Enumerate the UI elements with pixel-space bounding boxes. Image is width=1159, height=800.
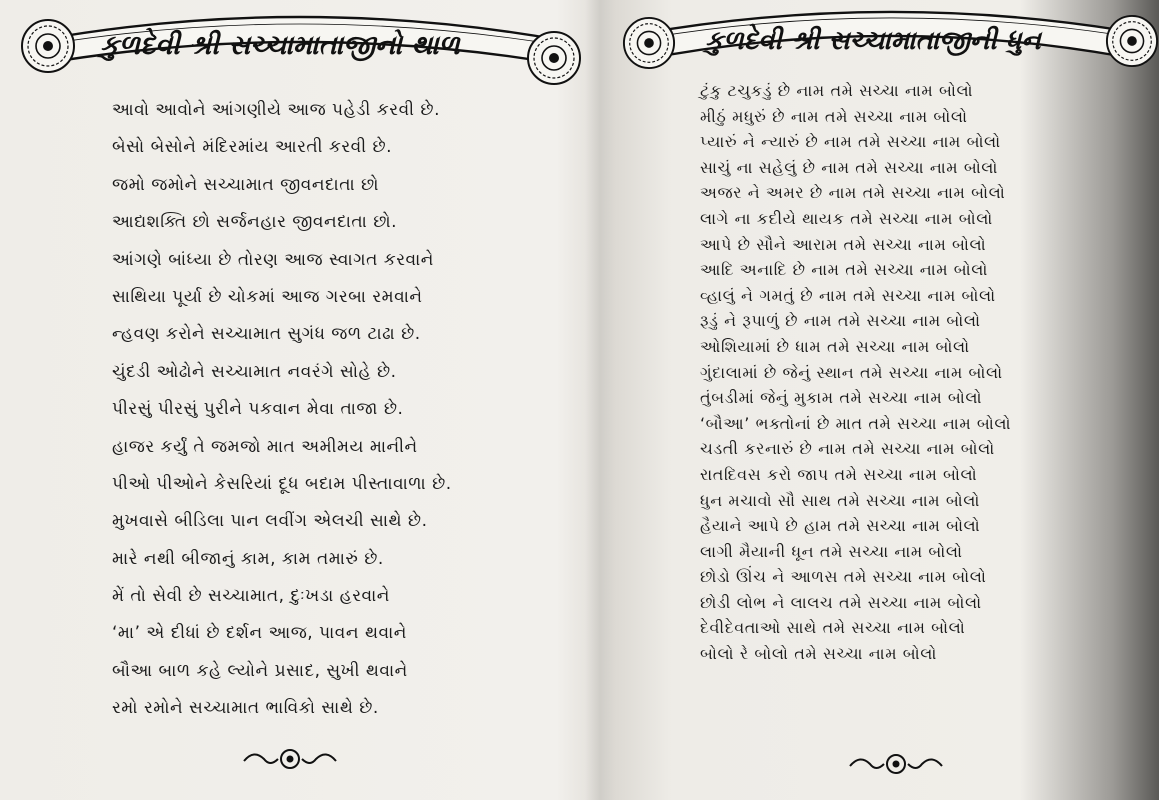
verse-line: રમો રમોને સચ્ચામાત ભાવિકો સાથે છે.	[112, 698, 379, 719]
verse-line: ‘મા’ એ દીધાં છે દર્શન આજ, પાવન થવાને	[112, 623, 407, 644]
verse-line: છોડો ઊંચ ને આળસ તમે સચ્ચા નામ બોલો	[700, 567, 987, 587]
verse-line: ન્હવણ કરોને સચ્ચામાત સુગંધ જળ ટાઢા છે.	[112, 324, 421, 345]
right-page	[600, 0, 1159, 800]
right-verse-list	[700, 78, 1100, 667]
verse-line: પ્યારું ને ન્યારું છે નામ તમે સચ્ચા નામ બોલો	[700, 132, 1001, 152]
verse-line: દેવીદેવતાઓ સાથે તમે સચ્ચા નામ બોલો	[700, 618, 966, 638]
verse-line: તુંબડીમાં જેનું મુકામ તમે સચ્ચા નામ બોલો	[700, 388, 983, 408]
flower-rosette-icon	[526, 30, 582, 86]
left-page-title: કુળદેવી શ્રી સચ્ચામાતાજીનો થાળ	[100, 30, 460, 61]
verse-line: ગુંદાલામાં છે જેનું સ્થાન તમે સચ્ચા નામ બોલો	[700, 362, 1003, 382]
right-page-title: કુળદેવી શ્રી સચ્ચામાતાજીની ધુન	[705, 26, 1041, 56]
verse-line: મારે નથી બીજાનું કામ, કામ તમારું છે.	[112, 548, 384, 569]
verse-line: આપે છે સૌને આરામ તમે સચ્ચા નામ બોલો	[700, 234, 987, 254]
flower-rosette-icon	[20, 18, 76, 74]
verse-line: ટુંકુ ટચુકડું છે નામ તમે સચ્ચા નામ બોલો	[700, 81, 974, 100]
verse-line: બેસો બેસોને મંદિરમાંય આરતી કરવી છે.	[112, 137, 393, 158]
verse-line: ચડતી કરનારું છે નામ તમે સચ્ચા નામ બોલો	[700, 439, 995, 459]
verse-line: અજર ને અમર છે નામ તમે સચ્ચા નામ બોલો	[700, 183, 1006, 203]
verse-line: આદિ અનાદિ છે નામ તમે સચ્ચા નામ બોલો	[700, 260, 988, 280]
verse-line: જમો જમોને સચ્ચામાત જીવનદાતા છો	[112, 174, 379, 195]
verse-line: ધુન મચાવો સૌ સાથ તમે સચ્ચા નામ બોલો	[700, 490, 980, 510]
scroll-flourish-icon	[846, 750, 946, 778]
verse-line: સાચું ના સહેલું છે નામ તમે સચ્ચા નામ બોલો	[700, 157, 998, 177]
verse-line: લાગે ના કદીયે થાયક તમે સચ્ચા નામ બોલો	[700, 208, 993, 228]
verse-line: ઓશિયામાં છે ધામ તમે સચ્ચા નામ બોલો	[700, 336, 970, 356]
verse-line: મીઠું મધુરું છે નામ તમે સચ્ચા નામ બોલો	[700, 106, 968, 126]
verse-line: પીઓ પીઓને કેસરિયાં દૂધ બદામ પીસ્તાવાળા છે.	[112, 473, 452, 494]
verse-line: આવો આવોને આંગણીયે આજ પહેડી કરવી છે.	[112, 100, 440, 120]
flower-rosette-icon	[1105, 14, 1159, 68]
verse-line: રાતદિવસ કરો જાપ તમે સચ્ચા નામ બોલો	[700, 464, 978, 484]
verse-line: મેં તો સેવી છે સચ્ચામાત, દુઃખડા હરવાને	[112, 586, 390, 607]
verse-line: હાજર કર્યું તે જમજો માત અમીમય માનીને	[112, 436, 418, 457]
verse-line: હૈયાને આપે છે હામ તમે સચ્ચા નામ બોલો	[700, 516, 981, 536]
verse-line: રૂડું ને રૂપાળું છે નામ તમે સચ્ચા નામ બોલો	[700, 311, 981, 331]
verse-line: વ્હાલું ને ગમતું છે નામ તમે સચ્ચા નામ બોલો	[700, 285, 996, 305]
verse-line: આંગણે બાંધ્યા છે તોરણ આજ સ્વાગત કરવાને	[112, 249, 434, 270]
verse-line: ચુંદડી ઓઢોને સચ્ચામાત નવરંગે સોહે છે.	[112, 361, 397, 382]
verse-line: આદ્યશક્તિ છો સર્જનહાર જીવનદાતા છો.	[112, 212, 397, 233]
verse-line: છોડી લોભ ને લાલચ તમે સચ્ચા નામ બોલો	[700, 592, 982, 612]
flower-rosette-icon	[622, 16, 676, 70]
left-verse-list	[112, 92, 502, 728]
verse-line: બૌઆ બાળ કહે લ્યોને પ્રસાદ, સુખી થવાને	[112, 660, 408, 681]
verse-line: લાગી મૈયાની ધૂન તમે સચ્ચા નામ બોલો	[700, 541, 963, 561]
verse-line: મુખવાસે બીડિલા પાન લવીંગ એલચી સાથે છે.	[112, 511, 428, 532]
verse-line: બોલો રે બોલો તમે સચ્ચા નામ બોલો	[700, 644, 937, 664]
verse-line: સાથિયા પૂર્યા છે ચોકમાં આજ ગરબા રમવાને	[112, 286, 423, 307]
verse-line: પીરસું પીરસું પુરીને પકવાન મેવા તાજા છે.	[112, 399, 404, 420]
verse-line: ‘બૌઆ’ ભક્તોનાં છે માત તમે સચ્ચા નામ બોલો	[700, 413, 1012, 433]
scroll-flourish-icon	[240, 745, 340, 773]
